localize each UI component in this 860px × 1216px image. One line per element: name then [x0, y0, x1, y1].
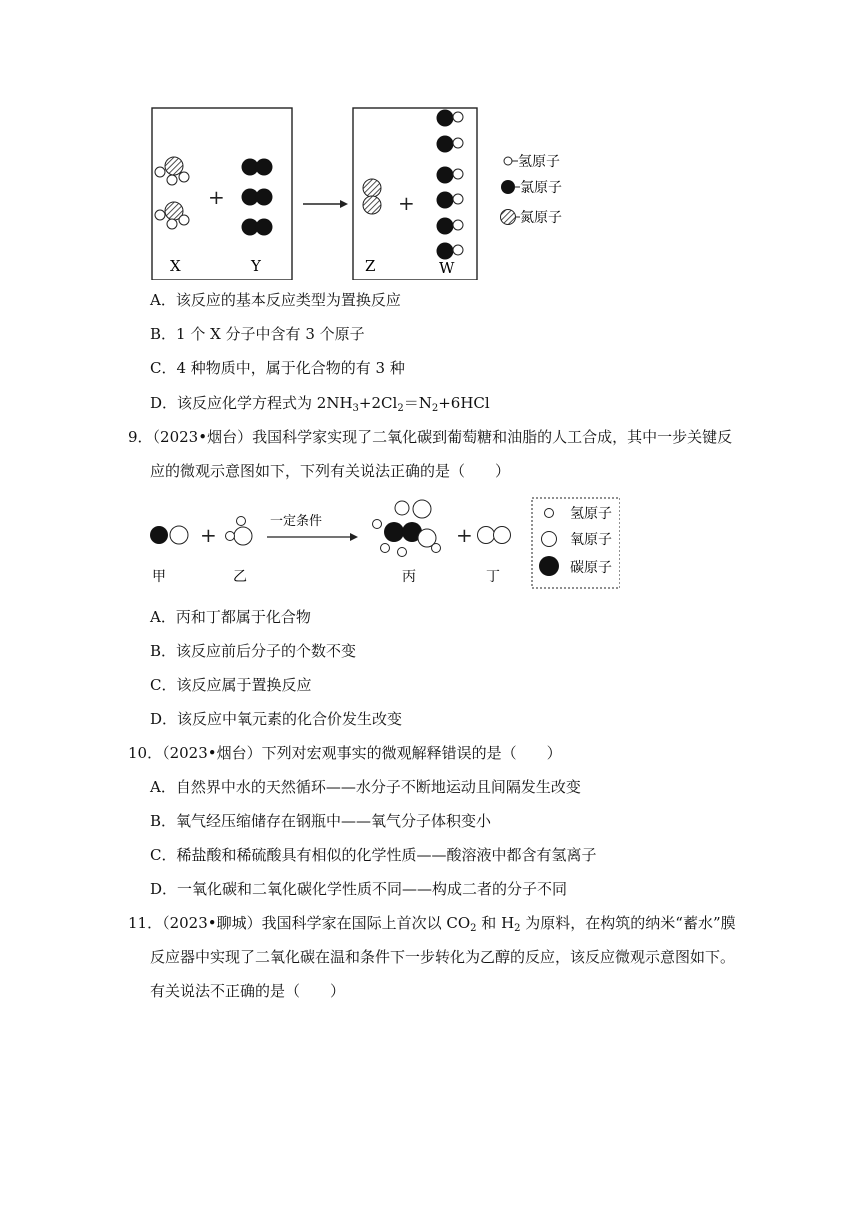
q9-option-b: B．该反应前后分子的个数不变: [150, 642, 357, 660]
q9-option-c: C．该反应属于置换反应: [150, 676, 312, 694]
q8-option-d: D．该反应化学方程式为 $2NH_3+2Cl_2=N_2+6HCl$: [150, 394, 490, 414]
molecule-ding: [478, 527, 511, 544]
reaction-diagram-q8: [140, 100, 740, 280]
x-molecule-1: [155, 157, 189, 185]
reaction-diagram-q9: [140, 493, 620, 593]
legend-chlorine: 氯原子: [520, 180, 562, 196]
svg-text:+: +: [200, 523, 217, 547]
label-yi: 乙: [233, 569, 247, 585]
molecule-yi: [226, 517, 253, 546]
w-molecules: [437, 110, 464, 260]
q8-option-b: B．1 个 X 分子中含有 3 个原子: [150, 325, 365, 343]
q8-option-c: C．4 种物质中，属于化合物的有 3 种: [150, 359, 405, 377]
molecule-bing: [373, 500, 441, 557]
q11-stem-line3: 有关说法不正确的是（ ）: [150, 982, 346, 1000]
q9-option-a: A．丙和丁都属于化合物: [150, 608, 311, 626]
label-jia: 甲: [152, 569, 166, 585]
legend-nitrogen: 氮原子: [520, 210, 562, 226]
y-molecules: [242, 159, 273, 236]
molecule-jia: [150, 526, 188, 544]
label-y: Y: [251, 257, 261, 275]
q11-stem-line2: 反应器中实现了二氧化碳在温和条件下一步转化为乙醇的反应，该反应微观示意图如下。: [150, 948, 736, 966]
legend-oxygen: 氧原子: [570, 532, 612, 548]
label-w: W: [439, 259, 455, 277]
q10-stem: 10．（2023•烟台）下列对宏观事实的微观解释错误的是（ ）: [128, 744, 562, 762]
plus-sign: +: [208, 185, 225, 209]
svg-text:+: +: [398, 191, 415, 215]
svg-text:+: +: [456, 523, 473, 547]
q11-stem-line1: 11．（2023•聊城）我国科学家在国际上首次以 $CO_2$ 和 $H_2$ 为原料，在构筑的纳米“蓄水”膜: [128, 914, 736, 934]
q10-option-a: A．自然界中水的天然循环——水分子不断地运动且间隔发生改变: [150, 778, 581, 796]
legend-carbon: 碳原子: [570, 560, 612, 576]
q10-option-c: C．稀盐酸和稀硫酸具有相似的化学性质——酸溶液中都含有氢离子: [150, 846, 597, 864]
q10-option-b: B．氧气经压缩储存在钢瓶中——氧气分子体积变小: [150, 812, 492, 830]
label-z: Z: [365, 257, 376, 275]
q9-option-d: D．该反应中氧元素的化合价发生改变: [150, 710, 403, 728]
legend-q8: [501, 154, 563, 226]
label-ding: 丁: [486, 569, 500, 585]
label-bing: 丙: [402, 569, 416, 585]
q8-option-a: A．该反应的基本反应类型为置换反应: [150, 291, 401, 309]
legend-hydrogen-q9: 氢原子: [570, 506, 612, 522]
legend-hydrogen: 氢原子: [518, 154, 560, 170]
q10-option-d: D．一氧化碳和二氧化碳化学性质不同——构成二者的分子不同: [150, 880, 568, 898]
x-molecule-2: [155, 202, 189, 229]
label-x: X: [170, 257, 181, 275]
z-molecule: [363, 179, 381, 214]
q9-stem-line1: 9．（2023•烟台）我国科学家实现了二氧化碳到葡萄糖和油脂的人工合成，其中一步关键反: [128, 428, 733, 446]
reaction-condition: 一定条件: [270, 514, 323, 529]
q9-stem-line2: 应的微观示意图如下，下列有关说法正确的是（ ）: [150, 462, 511, 480]
